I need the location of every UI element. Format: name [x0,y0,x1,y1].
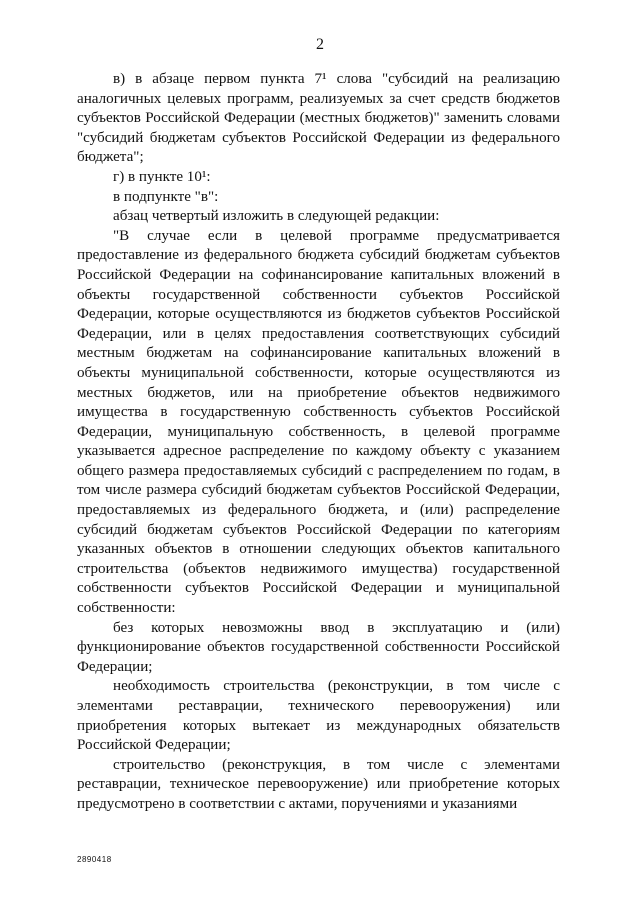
page-number: 2 [316,36,324,53]
document-body [77,70,560,815]
paragraph-amendment-v: в) в абзаце первом пункта 7¹ слова "субсидий на реализацию аналогичных целевых программ, реализуемых за счет средств бюджетов субъектов Российской Федерации (местных бюджетов)" заменить словами "субсидий бюджетам субъектов Российской Федерации из федерального бюджета"; [77,71,560,166]
paragraph-amendment-g: г) в пункте 10¹: [113,168,211,185]
paragraph-subitem-v: в подпункте "в": [113,188,219,205]
paragraph-new-text: "В случае если в целевой программе предусматривается предоставление из федерального бюджета субсидий бюджетам субъектов Российской Федерации на софинансирование капитальных вложений в объекты государственной собственности субъектов Российской Федерации, которые осуществляются из бюджетов субъектов Российской Федерации, или в целях предоставления соответствующих субсидий местным бюджетам на софинансирование капитальных вложений в объекты муниципальной собственности, которые осуществляются из местных бюджетов, или на приобретение объектов недвижимого имущества в государственную собственность субъектов Российской Федерации, муниципальную собственность, в целевой программе указывается адресное распределение по каждому объекту с указанием общего размера предоставляемых субсидий с распределением по годам, в том числе размера субсидий бюджетам субъектов Российской Федерации, предоставляемых из федерального бюджета, и (или) распределение субсидий бюджетам субъектов Российской Федерации по категориям указанных объектов в отношении следующих объектов капитального строительства (объектов недвижимого имущества) государственной собственности субъектов Российской Федерации и муниципальной собственности: [77,227,560,617]
paragraph-abzac-intro: абзац четвертый изложить в следующей редакции: [113,208,440,225]
paragraph-item-3: строительство (реконструкция, в том числе с элементами реставрации, техническое перевооружение) или приобретение которых предусмотрено в соответствии с актами, поручениями и указаниями [77,756,560,812]
paragraph-item-2: необходимость строительства (реконструкции, в том числе с элементами реставрации, технического перевооружения) или приобретения которых вытекает из международных обязательств Российской Федерации; [77,678,560,754]
paragraph-item-1: без которых невозможны ввод в эксплуатацию и (или) функционирование объектов государственной собственности Российской Федерации; [77,619,560,675]
document-code: 2890418 [77,855,112,864]
